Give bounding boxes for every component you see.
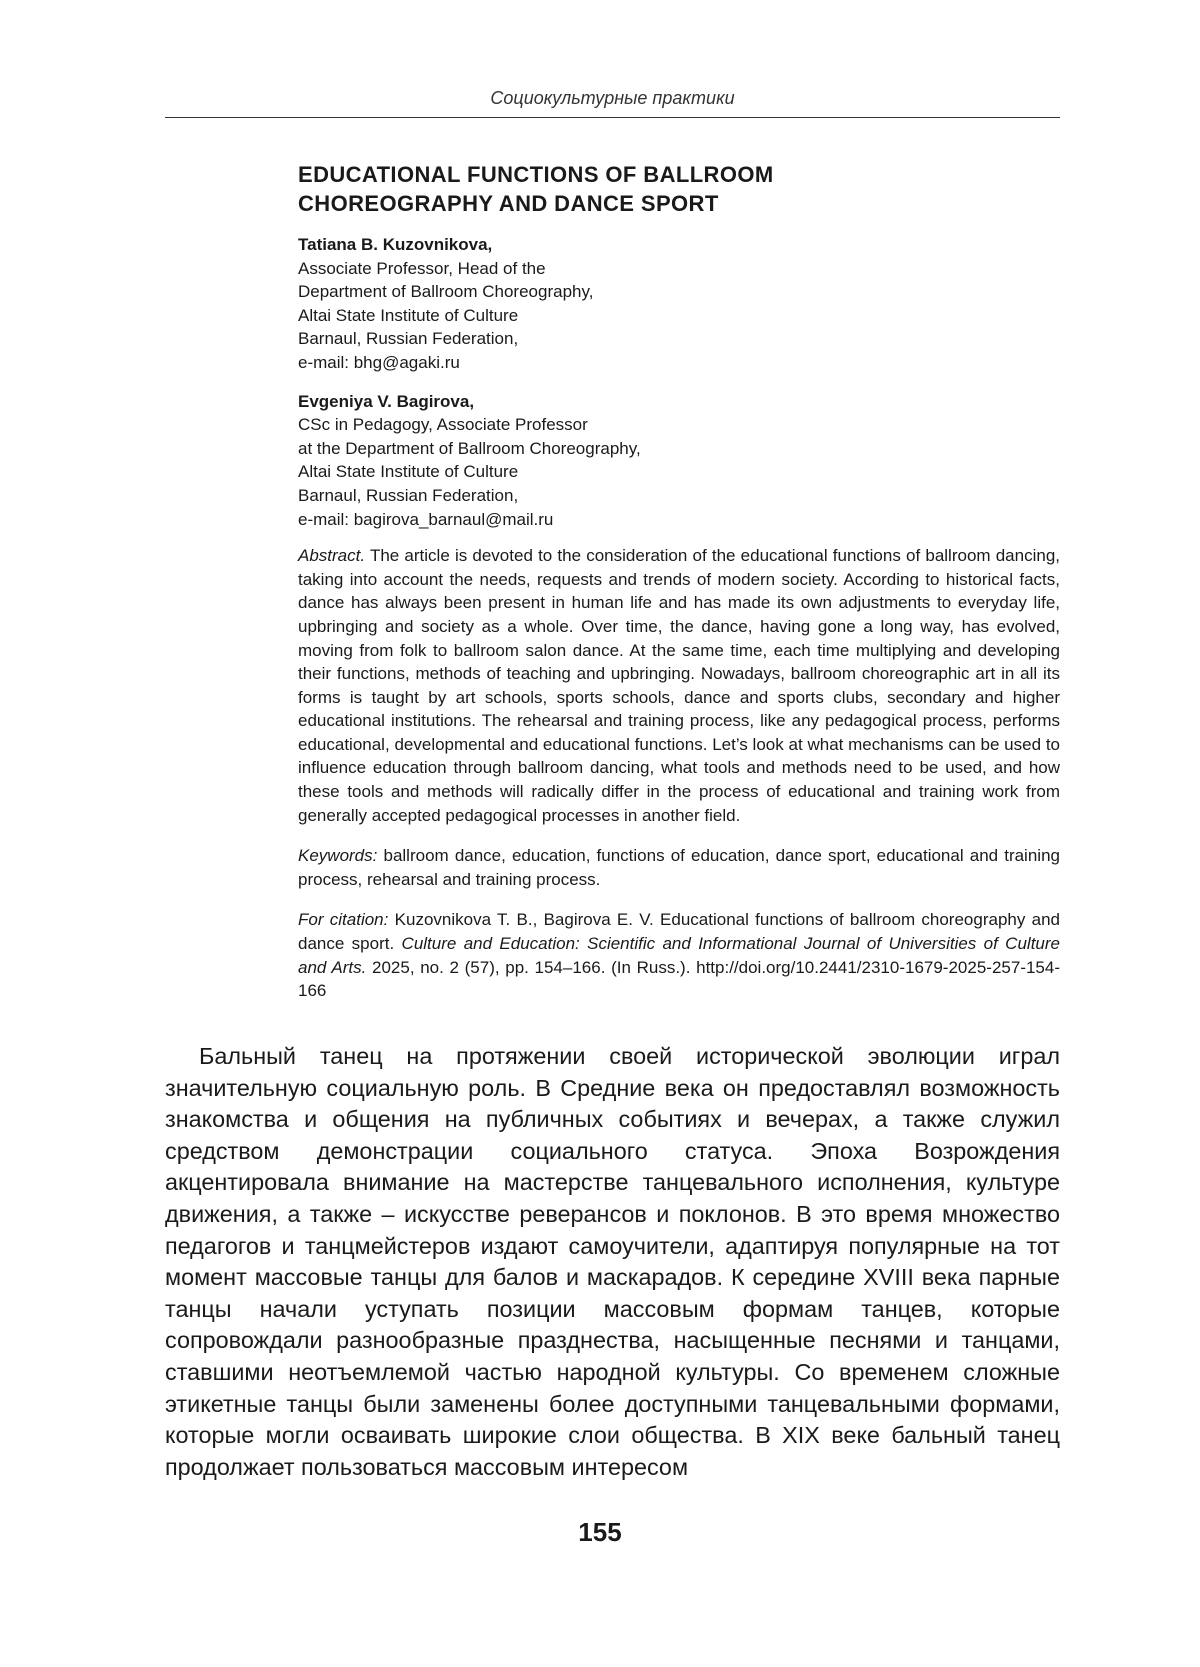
article-title xyxy=(298,160,1060,218)
citation-label: For citation: xyxy=(298,910,389,930)
author-department: Department of Ballroom Choreography, xyxy=(298,282,594,302)
header-rule xyxy=(165,117,1060,118)
abstract-label: Abstract. xyxy=(298,546,366,566)
author-location: Barnaul, Russian Federation, xyxy=(298,329,519,349)
keywords xyxy=(298,844,1060,891)
abstract xyxy=(298,544,1060,827)
author-location: Barnaul, Russian Federation, xyxy=(298,485,519,505)
author-block-2 xyxy=(298,390,1060,532)
author-position: CSc in Pedagogy, Associate Professor xyxy=(298,415,588,435)
author-email: e-mail: bhg@agaki.ru xyxy=(298,352,460,372)
running-head: Социокультурные практики xyxy=(490,88,735,108)
abstract-text: The article is devoted to the consideration of the educational functions of ballroom dancing, taking into account the needs, requests and trends of modern society. According to historical facts, dance has always been present in human life and has made its own adjustments to everyday life, upbringing and society as a whole. Over time, the dance, having gone a long way, has evolved, moving from folk to ballroom salon dance. At the same time, each time multiplying and developing their functions, methods of teaching and upbringing. Nowadays, ballroom choreographic art in all its forms is taught by art schools, sports schools, dance and sports clubs, secondary and higher educational institutions. The rehearsal and training process, like any pedagogical process, performs educational, developmental and educational functions. Let’s look at what mechanisms can be used to influence education through ballroom dancing, what tools and methods need to be used, and how these tools and methods will radically differ in the process of educational and training work from generally accepted pedagogical processes in another field. xyxy=(298,546,1061,825)
citation-authors-title: Kuzovnikova T. B., Bagirova E. V. Educational functions of ballroom choreography and dance sport. xyxy=(298,910,1060,954)
article-front-matter xyxy=(298,160,1060,1020)
keywords-label: Keywords: xyxy=(298,846,378,866)
author-position: Associate Professor, Head of the xyxy=(298,258,546,278)
citation-issue: 2025, no. 2 (57), pp. 154–166. (In Russ.). xyxy=(372,957,691,977)
author-email: e-mail: bagirova_barnaul@mail.ru xyxy=(298,509,554,529)
citation-journal: Culture and Education: Scientific and Informational Journal of Universities of Culture and Arts. xyxy=(298,934,1060,977)
author-name: Tatiana B. Kuzovnikova, xyxy=(298,235,493,254)
author-name: Evgeniya V. Bagirova, xyxy=(298,391,475,411)
page-number: 155 xyxy=(578,1517,622,1547)
author-department: at the Department of Ballroom Choreography, xyxy=(298,438,641,458)
citation-doi: http://doi.org/10.2441/2310-1679-2025-257-154-166 xyxy=(298,957,1060,1001)
title-line-1: EDUCATIONAL FUNCTIONS OF BALLROOM xyxy=(298,162,774,187)
author-institution: Altai State Institute of Culture xyxy=(298,305,519,325)
author-institution: Altai State Institute of Culture xyxy=(298,462,519,482)
body-paragraph: Бальный танец на протяжении своей исторической эволюции играл значительную социальную роль. В Средние века он предоставлял возможность знакомства и общения на публичных событиях и вечерах, а также служил средством демонстрации социального статуса. Эпоха Возрождения акцентировала внимание на мастерстве танцевального исполнения, культуре движения, а также – искусстве реверансов и поклонов. В это время множество педагогов и танцмейстеров издают самоучители, адаптируя популярные на тот момент массовые танцы для балов и маскарадов. К середине XVIII века парные танцы начали уступать позиции массовым формам танцев, которые сопровождали разнообразные празднества, насыщенные песнями и танцами, ставшими неотъемлемой частью народной культуры. Со временем сложные этикетные танцы были заменены более доступными танцевальными формами, которые могли осваивать широкие слои общества. В XIX веке бальный танец продолжает пользоваться массовым интересом xyxy=(165,1043,1060,1480)
keywords-text: ballroom dance, education, functions of education, dance sport, educational and training process, rehearsal and training process. xyxy=(298,846,1060,889)
author-block-1 xyxy=(298,233,1060,375)
citation xyxy=(298,908,1060,1002)
title-line-2: CHOREOGRAPHY AND DANCE SPORT xyxy=(298,191,719,216)
